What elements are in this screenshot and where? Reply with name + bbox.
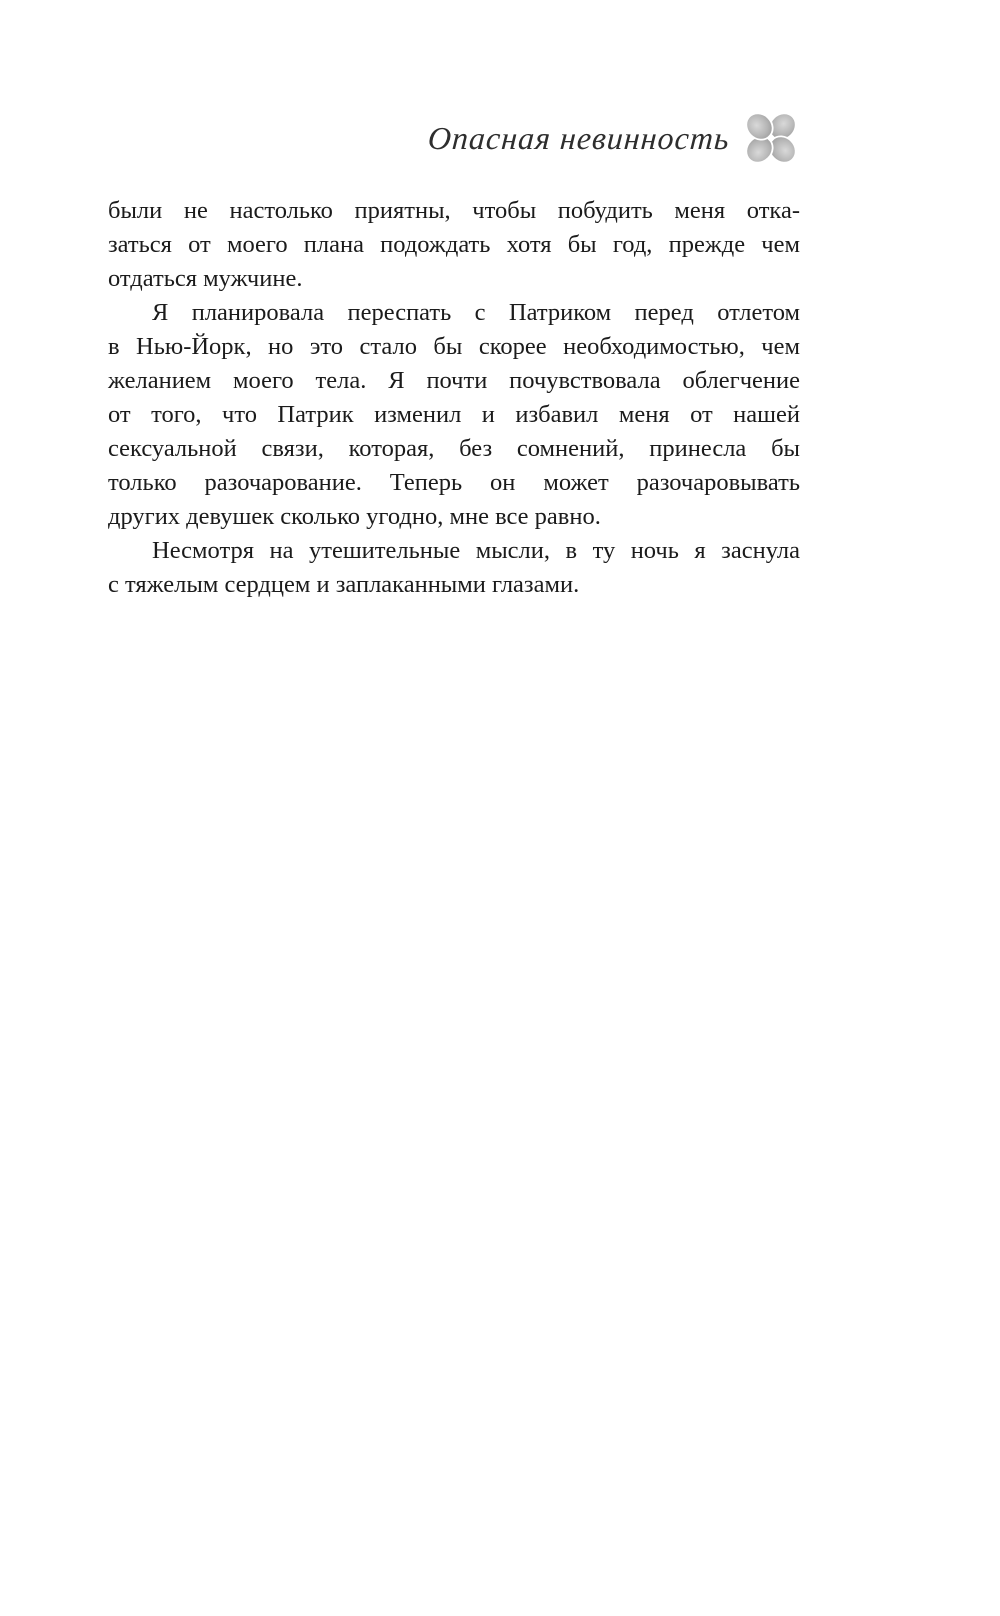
text-line: Несмотря на утешительные мысли, в ту ночь я заснула xyxy=(152,537,800,564)
running-title: Опасная невинность xyxy=(427,119,732,156)
page-body xyxy=(108,194,800,602)
text-column xyxy=(108,0,800,602)
text-line: желанием моего тела. Я почти почувствовала облегчение xyxy=(108,367,800,394)
text-line: только разочарование. Теперь он может разочаровывать xyxy=(108,469,800,496)
page-header xyxy=(108,106,800,170)
text-line: в Нью-Йорк, но это стало бы скорее необходимостью, чем xyxy=(108,333,800,360)
text-line: других девушек сколько угодно, мне все равно. xyxy=(108,503,601,530)
text-line: с тяжелым сердцем и заплаканными глазами. xyxy=(108,571,580,598)
four-petal-flower-icon xyxy=(742,109,800,167)
text-line: отдаться мужчине. xyxy=(108,265,303,292)
text-line: сексуальной связи, которая, без сомнений, принесла бы xyxy=(108,435,800,462)
text-line: Я планировала переспать с Патриком перед отлетом xyxy=(152,299,800,326)
text-line: были не настолько приятны, чтобы побудить меня отка- xyxy=(108,197,800,224)
text-line: от того, что Патрик изменил и избавил меня от нашей xyxy=(108,401,800,428)
text-line: заться от моего плана подождать хотя бы год, прежде чем xyxy=(108,231,800,258)
